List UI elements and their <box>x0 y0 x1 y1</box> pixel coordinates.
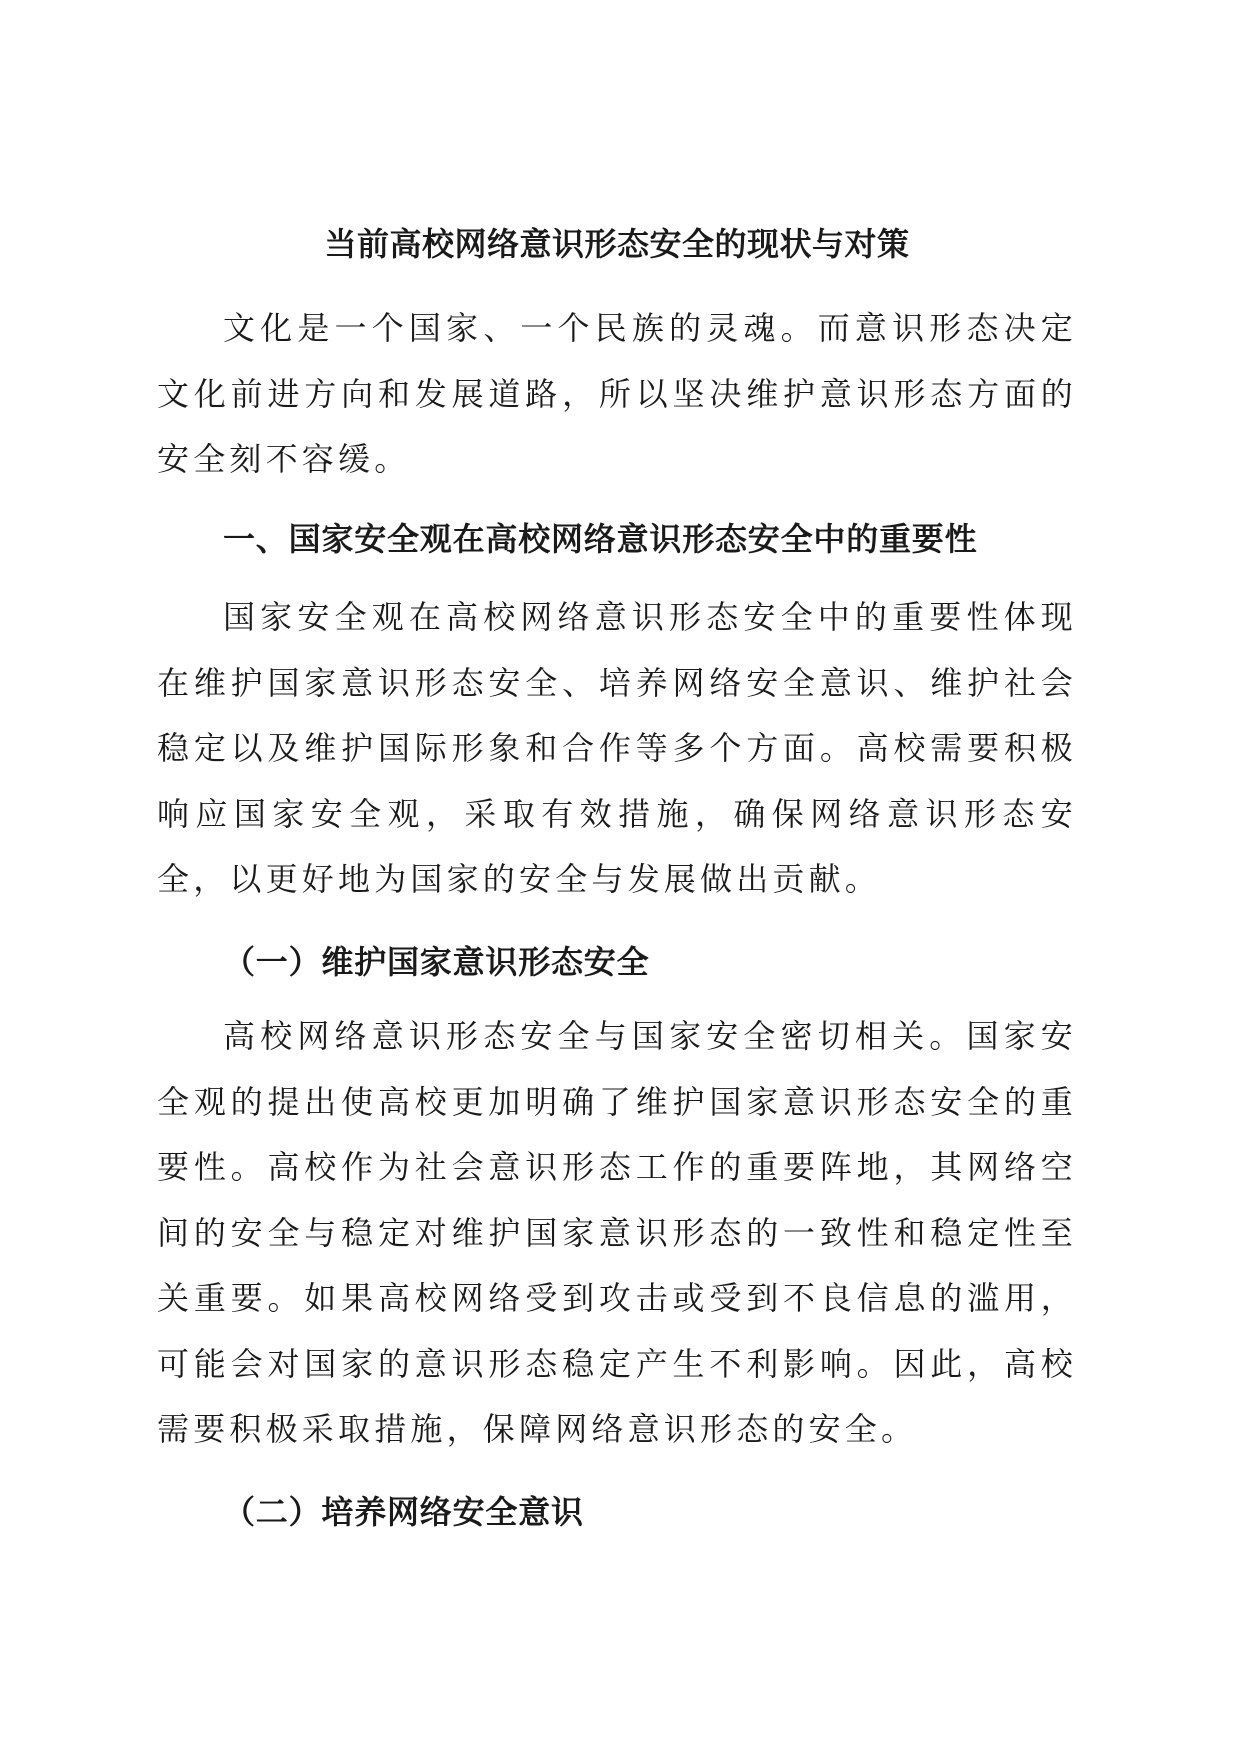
subsection-1-paragraph: 高校网络意识形态安全与国家安全密切相关。国家安全观的提出使高校更加明确了维护国家意识形态安全的重要性。高校作为社会意识形态工作的重要阵地，其网络空间的安全与稳定对维护国家意识形态的一致性和稳定性至关重要。如果高校网络受到攻击或受到不良信息的滥用，可能会对国家的意识形态稳定产生不利影响。因此，高校需要积极采取措施，保障网络意识形态的安全。 <box>157 1017 1077 1448</box>
subsection-2-heading: （二）培养网络安全意识 <box>223 1493 584 1531</box>
section-1-heading: 一、国家安全观在高校网络意识形态安全中的重要性 <box>223 520 978 558</box>
subsection-1-heading: （一）维护国家意识形态安全 <box>223 943 650 981</box>
intro-paragraph: 文化是一个国家、一个民族的灵魂。而意识形态决定文化前进方向和发展道路，所以坚决维护意识形态方面的安全刻不容缓。 <box>157 309 1077 478</box>
document-title: 当前高校网络意识形态安全的现状与对策 <box>324 225 910 263</box>
section-1-paragraph: 国家安全观在高校网络意识形态安全中的重要性体现在维护国家意识形态安全、培养网络安全意识、维护社会稳定以及维护国际形象和合作等多个方面。高校需要积极响应国家安全观，采取有效措施，确保网络意识形态安全，以更好地为国家的安全与发展做出贡献。 <box>157 598 1077 898</box>
